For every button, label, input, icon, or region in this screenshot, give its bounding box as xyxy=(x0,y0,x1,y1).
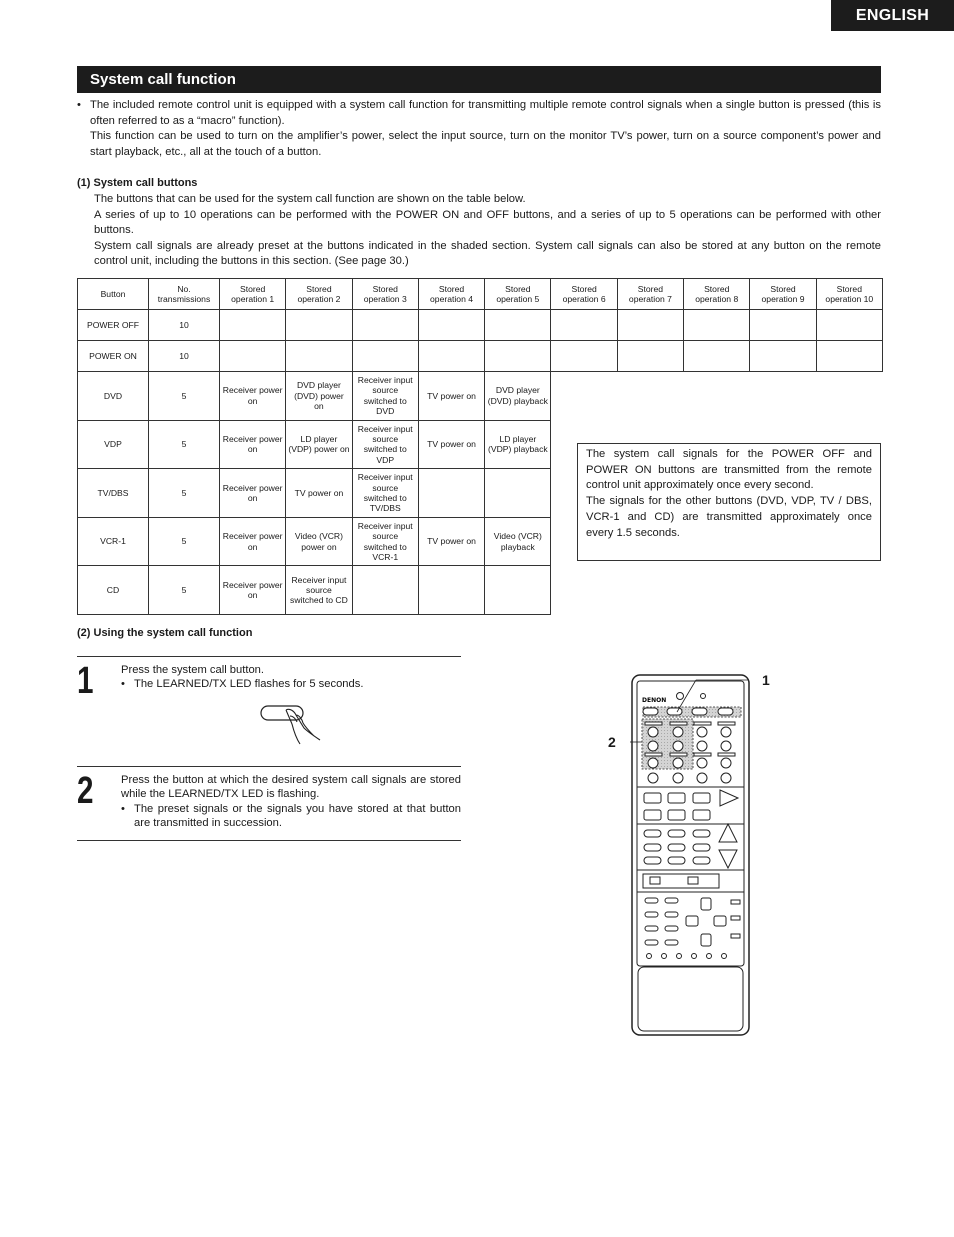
step-divider xyxy=(77,656,461,657)
op-cell: Receiver power on xyxy=(220,420,286,469)
table-row xyxy=(78,566,883,615)
step-bullet-text: The LEARNED/TX LED flashes for 5 seconds. xyxy=(134,678,364,691)
subsection-heading-1: (1) System call buttons xyxy=(77,177,198,189)
op-cell xyxy=(485,566,551,615)
header-cell: Stored operation 4 xyxy=(418,279,484,310)
op-cell: TV power on xyxy=(418,420,484,469)
subsection-heading-2: (2) Using the system call function xyxy=(77,627,253,639)
op-cell xyxy=(418,566,484,615)
op-cell: Receiver power on xyxy=(220,566,286,615)
subsection-1-body xyxy=(94,192,881,270)
op-cell: Receiver input source switched to VCR-1 xyxy=(352,517,418,566)
button-cell: CD xyxy=(78,566,149,615)
table-row xyxy=(78,310,883,341)
table-row xyxy=(78,372,883,421)
op-cell: Receiver input source switched to CD xyxy=(286,566,352,615)
language-tab: ENGLISH xyxy=(831,0,954,31)
button-cell: VDP xyxy=(78,420,149,469)
note-paragraph-2: The signals for the other buttons (DVD, VDP, TV / DBS, VCR-1 and CD) are transmitted approximately once every 1.5 seconds. xyxy=(586,495,872,539)
step-number: 2 xyxy=(77,770,94,812)
op-cell: Receiver power on xyxy=(220,469,286,518)
header-cell: Stored operation 3 xyxy=(352,279,418,310)
op-cell xyxy=(418,469,484,518)
op-cell: Receiver input source switched to TV/DBS xyxy=(352,469,418,518)
sub1-paragraph-3: System call signals are already preset at the buttons indicated in the shaded section. System call signals can also be stored at any button on the remote control unit, including the buttons in this section. (See page 30.) xyxy=(94,239,881,268)
step-number: 1 xyxy=(77,660,94,702)
header-cell: Button xyxy=(78,279,149,310)
op-cell: Receiver power on xyxy=(220,517,286,566)
header-cell: Stored operation 5 xyxy=(485,279,551,310)
count-cell: 5 xyxy=(149,566,220,615)
header-cell: Stored operation 10 xyxy=(816,279,882,310)
op-cell: DVD player (DVD) power on xyxy=(286,372,352,421)
step-divider xyxy=(77,840,461,841)
count-cell: 5 xyxy=(149,469,220,518)
count-cell: 5 xyxy=(149,517,220,566)
table-header-row xyxy=(78,279,883,310)
remote-brand-logo: DENON xyxy=(642,697,667,704)
step-1-text xyxy=(121,663,461,692)
count-cell: 5 xyxy=(149,372,220,421)
sub1-paragraph-2: A series of up to 10 operations can be performed with the POWER ON and OFF buttons, and a series of up to 5 operations can be performed with other buttons. xyxy=(94,208,881,237)
op-cell: Video (VCR) power on xyxy=(286,517,352,566)
button-cell: TV/DBS xyxy=(78,469,149,518)
button-cell: POWER ON xyxy=(78,341,149,372)
step-2-text xyxy=(121,773,461,831)
count-cell: 5 xyxy=(149,420,220,469)
bullet: • xyxy=(77,99,81,111)
op-cell: Video (VCR) playback xyxy=(485,517,551,566)
transmission-note xyxy=(577,443,881,561)
callout-label-2: 2 xyxy=(608,734,616,750)
button-cell: VCR-1 xyxy=(78,517,149,566)
header-cell: Stored operation 7 xyxy=(617,279,683,310)
remote-control-illustration xyxy=(630,672,752,1038)
system-call-button-hand-icon xyxy=(256,702,328,750)
op-cell: LD player (VDP) playback xyxy=(485,420,551,469)
step-bullet-text: The preset signals or the signals you have stored at that button are transmitted in succession. xyxy=(134,802,461,830)
op-cell xyxy=(352,566,418,615)
op-cell: Receiver input source switched to DVD xyxy=(352,372,418,421)
table-row xyxy=(78,341,883,372)
op-cell: DVD player (DVD) playback xyxy=(485,372,551,421)
callout-label-1: 1 xyxy=(762,672,770,688)
button-cell: POWER OFF xyxy=(78,310,149,341)
intro-line-1: The included remote control unit is equipped with a system call function for transmitting multiple remote control signals when a single button is pressed (this is often referred to as a “macro” function). xyxy=(90,99,881,127)
op-cell: TV power on xyxy=(418,372,484,421)
op-cell: LD player (VDP) power on xyxy=(286,420,352,469)
header-cell: Stored operation 2 xyxy=(286,279,352,310)
op-cell: TV power on xyxy=(286,469,352,518)
op-cell: Receiver power on xyxy=(220,372,286,421)
note-paragraph-1: The system call signals for the POWER OFF and POWER ON buttons are transmitted from the remote control unit approximately once every second. xyxy=(586,448,872,492)
step-bullet: • The preset signals or the signals you have stored at that button are transmitted in succession. xyxy=(121,802,461,830)
step-divider xyxy=(77,766,461,767)
sub1-paragraph-1: The buttons that can be used for the system call function are shown on the table below. xyxy=(94,193,526,205)
step-instruction: Press the system call button. xyxy=(121,664,265,676)
header-cell: Stored operation 1 xyxy=(220,279,286,310)
op-cell: TV power on xyxy=(418,517,484,566)
section-title: System call function xyxy=(77,66,881,93)
button-cell: DVD xyxy=(78,372,149,421)
count-cell: 10 xyxy=(149,341,220,372)
step-bullet: • The LEARNED/TX LED flashes for 5 seconds. xyxy=(121,678,364,691)
header-cell: Stored operation 9 xyxy=(750,279,816,310)
header-cell: Stored operation 6 xyxy=(551,279,617,310)
step-instruction: Press the button at which the desired system call signals are stored while the LEARNED/TX LED is flashing. xyxy=(121,774,461,801)
header-cell: Stored operation 8 xyxy=(684,279,750,310)
op-cell xyxy=(485,469,551,518)
header-cell: No. transmissions xyxy=(149,279,220,310)
intro-line-2: This function can be used to turn on the amplifier’s power, select the input source, turn on the monitor TV’s power, turn on a source component’s power and start playback, etc., all at the touch of a button. xyxy=(90,130,881,158)
intro-paragraph xyxy=(77,98,881,160)
count-cell: 10 xyxy=(149,310,220,341)
op-cell: Receiver input source switched to VDP xyxy=(352,420,418,469)
